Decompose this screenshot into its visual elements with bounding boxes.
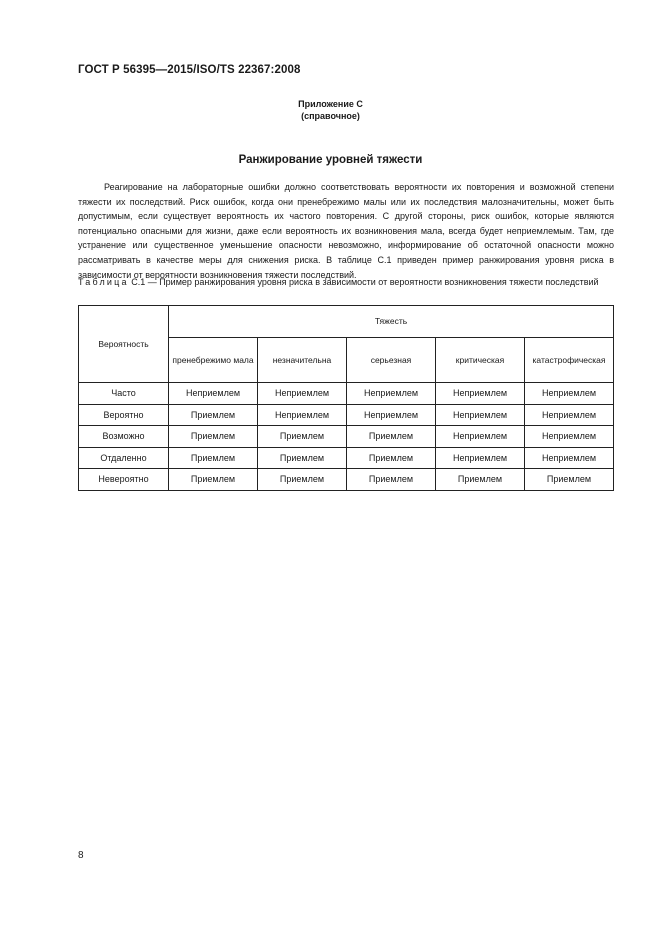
- probability-cell: Вероятно: [79, 404, 169, 426]
- probability-cell: Возможно: [79, 426, 169, 448]
- annex-heading: [0, 98, 661, 122]
- risk-cell: Приемлем: [169, 469, 258, 491]
- table-caption: [78, 277, 614, 289]
- page-number: 8: [78, 850, 84, 861]
- annex-title: Приложение С: [298, 99, 363, 109]
- section-title: Ранжирование уровней тяжести: [238, 154, 423, 166]
- risk-cell: Неприемлем: [525, 383, 614, 405]
- probability-cell: Часто: [79, 383, 169, 405]
- risk-cell: Приемлем: [436, 469, 525, 491]
- severity-level-header: критическая: [436, 338, 525, 383]
- probability-header: Вероятность: [79, 306, 169, 383]
- risk-cell: Приемлем: [258, 426, 347, 448]
- risk-cell: Приемлем: [258, 447, 347, 469]
- severity-level-header: катастрофическая: [525, 338, 614, 383]
- risk-cell: Приемлем: [258, 469, 347, 491]
- table-row: [79, 426, 614, 448]
- document-code: ГОСТ Р 56395—2015/ISO/TS 22367:2008: [78, 64, 301, 76]
- table-row: [79, 404, 614, 426]
- risk-cell: Приемлем: [169, 426, 258, 448]
- risk-cell: Неприемлем: [436, 426, 525, 448]
- risk-cell: Приемлем: [169, 447, 258, 469]
- risk-cell: Неприемлем: [436, 383, 525, 405]
- risk-cell: Приемлем: [347, 469, 436, 491]
- table-row: [79, 383, 614, 405]
- risk-cell: Приемлем: [169, 404, 258, 426]
- table-caption-text: С.1 — Пример ранжирования уровня риска в зависимости от вероятности возникновения тяжести последствий: [128, 277, 599, 287]
- probability-cell: Отдаленно: [79, 447, 169, 469]
- probability-cell: Невероятно: [79, 469, 169, 491]
- risk-cell: Приемлем: [347, 447, 436, 469]
- severity-header: Тяжесть: [169, 306, 614, 338]
- risk-cell: Неприемлем: [525, 404, 614, 426]
- table-row: [79, 469, 614, 491]
- risk-cell: Неприемлем: [258, 404, 347, 426]
- severity-level-header: незначительна: [258, 338, 347, 383]
- risk-cell: Неприемлем: [436, 404, 525, 426]
- severity-level-header: серьезная: [347, 338, 436, 383]
- table-row: [79, 447, 614, 469]
- risk-cell: Неприемлем: [258, 383, 347, 405]
- annex-subtitle: (справочное): [301, 111, 360, 121]
- risk-cell: Неприемлем: [169, 383, 258, 405]
- risk-cell: Неприемлем: [347, 383, 436, 405]
- risk-cell: Неприемлем: [525, 447, 614, 469]
- risk-cell: Неприемлем: [525, 426, 614, 448]
- risk-cell: Неприемлем: [436, 447, 525, 469]
- risk-cell: Приемлем: [525, 469, 614, 491]
- risk-cell: Приемлем: [347, 426, 436, 448]
- body-paragraph: Реагирование на лабораторные ошибки должно соответствовать вероятности их повторения и возможной степени тяжести их последствий. Риск ошибок, когда они пренебрежимо малы или их последствия малозначительны, может быть допустимым, если существует вероятность их частого повторения. С другой стороны, риск ошибок, которые являются потенциально опасными для жизни, даже если вероятность их возникновения мала, всегда будет неприемлемым. Там, где устранение или существенное уменьшение опасности невозможно, информирование об остаточной опасности можно рассматривать в качестве меры для снижения риска. В таблице С.1 приведен пример ранжирования уровня риска в зависимости от вероятности возникновения тяжести последствий.: [78, 182, 614, 280]
- risk-cell: Неприемлем: [347, 404, 436, 426]
- risk-ranking-table: [78, 305, 614, 491]
- severity-level-header: пренебрежимо мала: [169, 338, 258, 383]
- table-caption-label: Таблица: [78, 277, 129, 287]
